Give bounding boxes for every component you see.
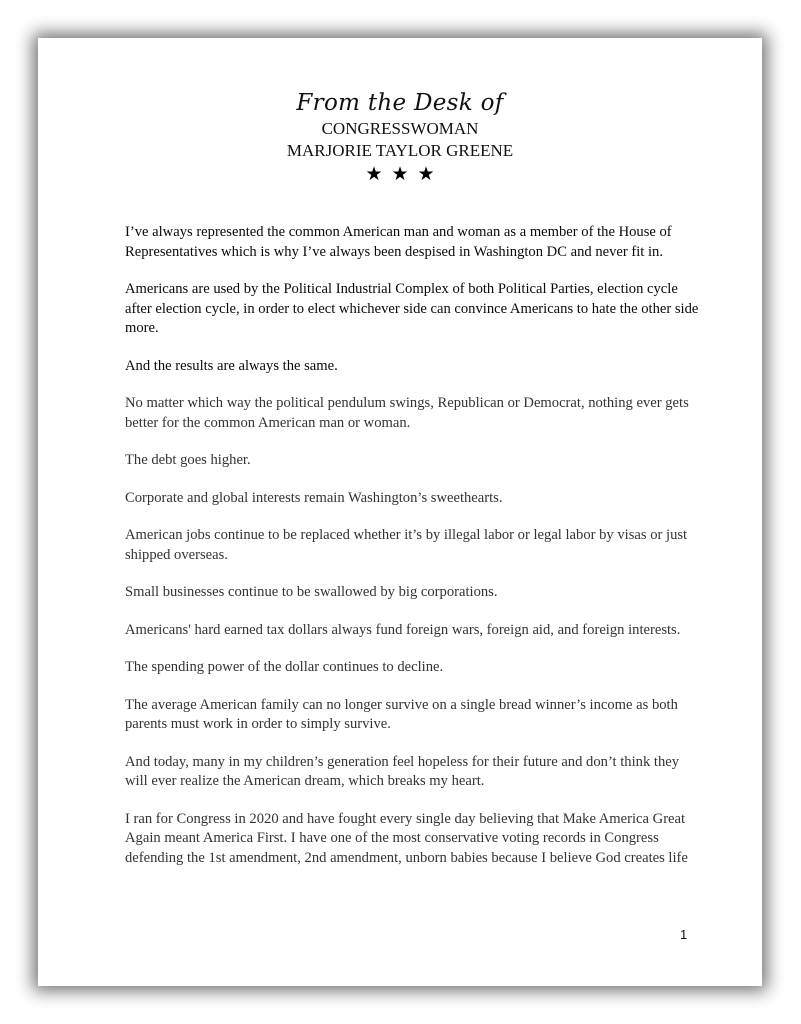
paragraph: The average American family can no longer survive on a single bread winner’s income as both parents must work in order to simply survive.	[125, 696, 678, 732]
paragraph: I ran for Congress in 2020 and have fought every single day believing that Make America Great Again meant America First. I have one of the most conservative voting records in Congress defending the 1st amendment, 2nd amendment, unborn babies because I believe God creates life	[125, 810, 688, 866]
letterhead	[38, 88, 762, 186]
paragraph: The spending power of the dollar continues to decline.	[125, 659, 444, 675]
paragraph: American jobs continue to be replaced whether it’s by illegal labor or legal labor by visas or just shipped overseas.	[125, 527, 688, 563]
paragraph: And today, many in my children’s generation feel hopeless for their future and don’t think they will ever realize the American dream, which breaks my heart.	[125, 753, 680, 789]
letterhead-stars-icon: ★★★	[365, 163, 444, 185]
letterhead-title: CONGRESSWOMAN	[321, 119, 479, 138]
page-number: 1	[680, 927, 688, 942]
letterhead-script-line: From the Desk of	[296, 90, 504, 116]
letterhead-name: MARJORIE TAYLOR GREENE	[286, 141, 514, 160]
paragraph: I’ve always represented the common American man and woman as a member of the House of Representatives which is why I’ve always been despised in Washington DC and never fit in.	[125, 224, 672, 260]
paragraph: No matter which way the political pendulum swings, Republican or Democrat, nothing ever gets better for the common American man or woman.	[125, 395, 689, 431]
paragraph: Americans' hard earned tax dollars always fund foreign wars, foreign aid, and foreign interests.	[125, 621, 681, 638]
letter-body	[125, 223, 705, 886]
document-page	[38, 38, 762, 986]
paragraph: Small businesses continue to be swallowed by big corporations.	[125, 584, 498, 600]
paragraph: Americans are used by the Political Industrial Complex of both Political Parties, election cycle after election cycle, in order to elect whichever side can convince Americans to hate the other side more.	[125, 281, 699, 336]
paragraph: Corporate and global interests remain Washington’s sweethearts.	[125, 489, 503, 506]
paragraph: The debt goes higher.	[125, 452, 251, 468]
paragraph: And the results are always the same.	[125, 357, 338, 374]
